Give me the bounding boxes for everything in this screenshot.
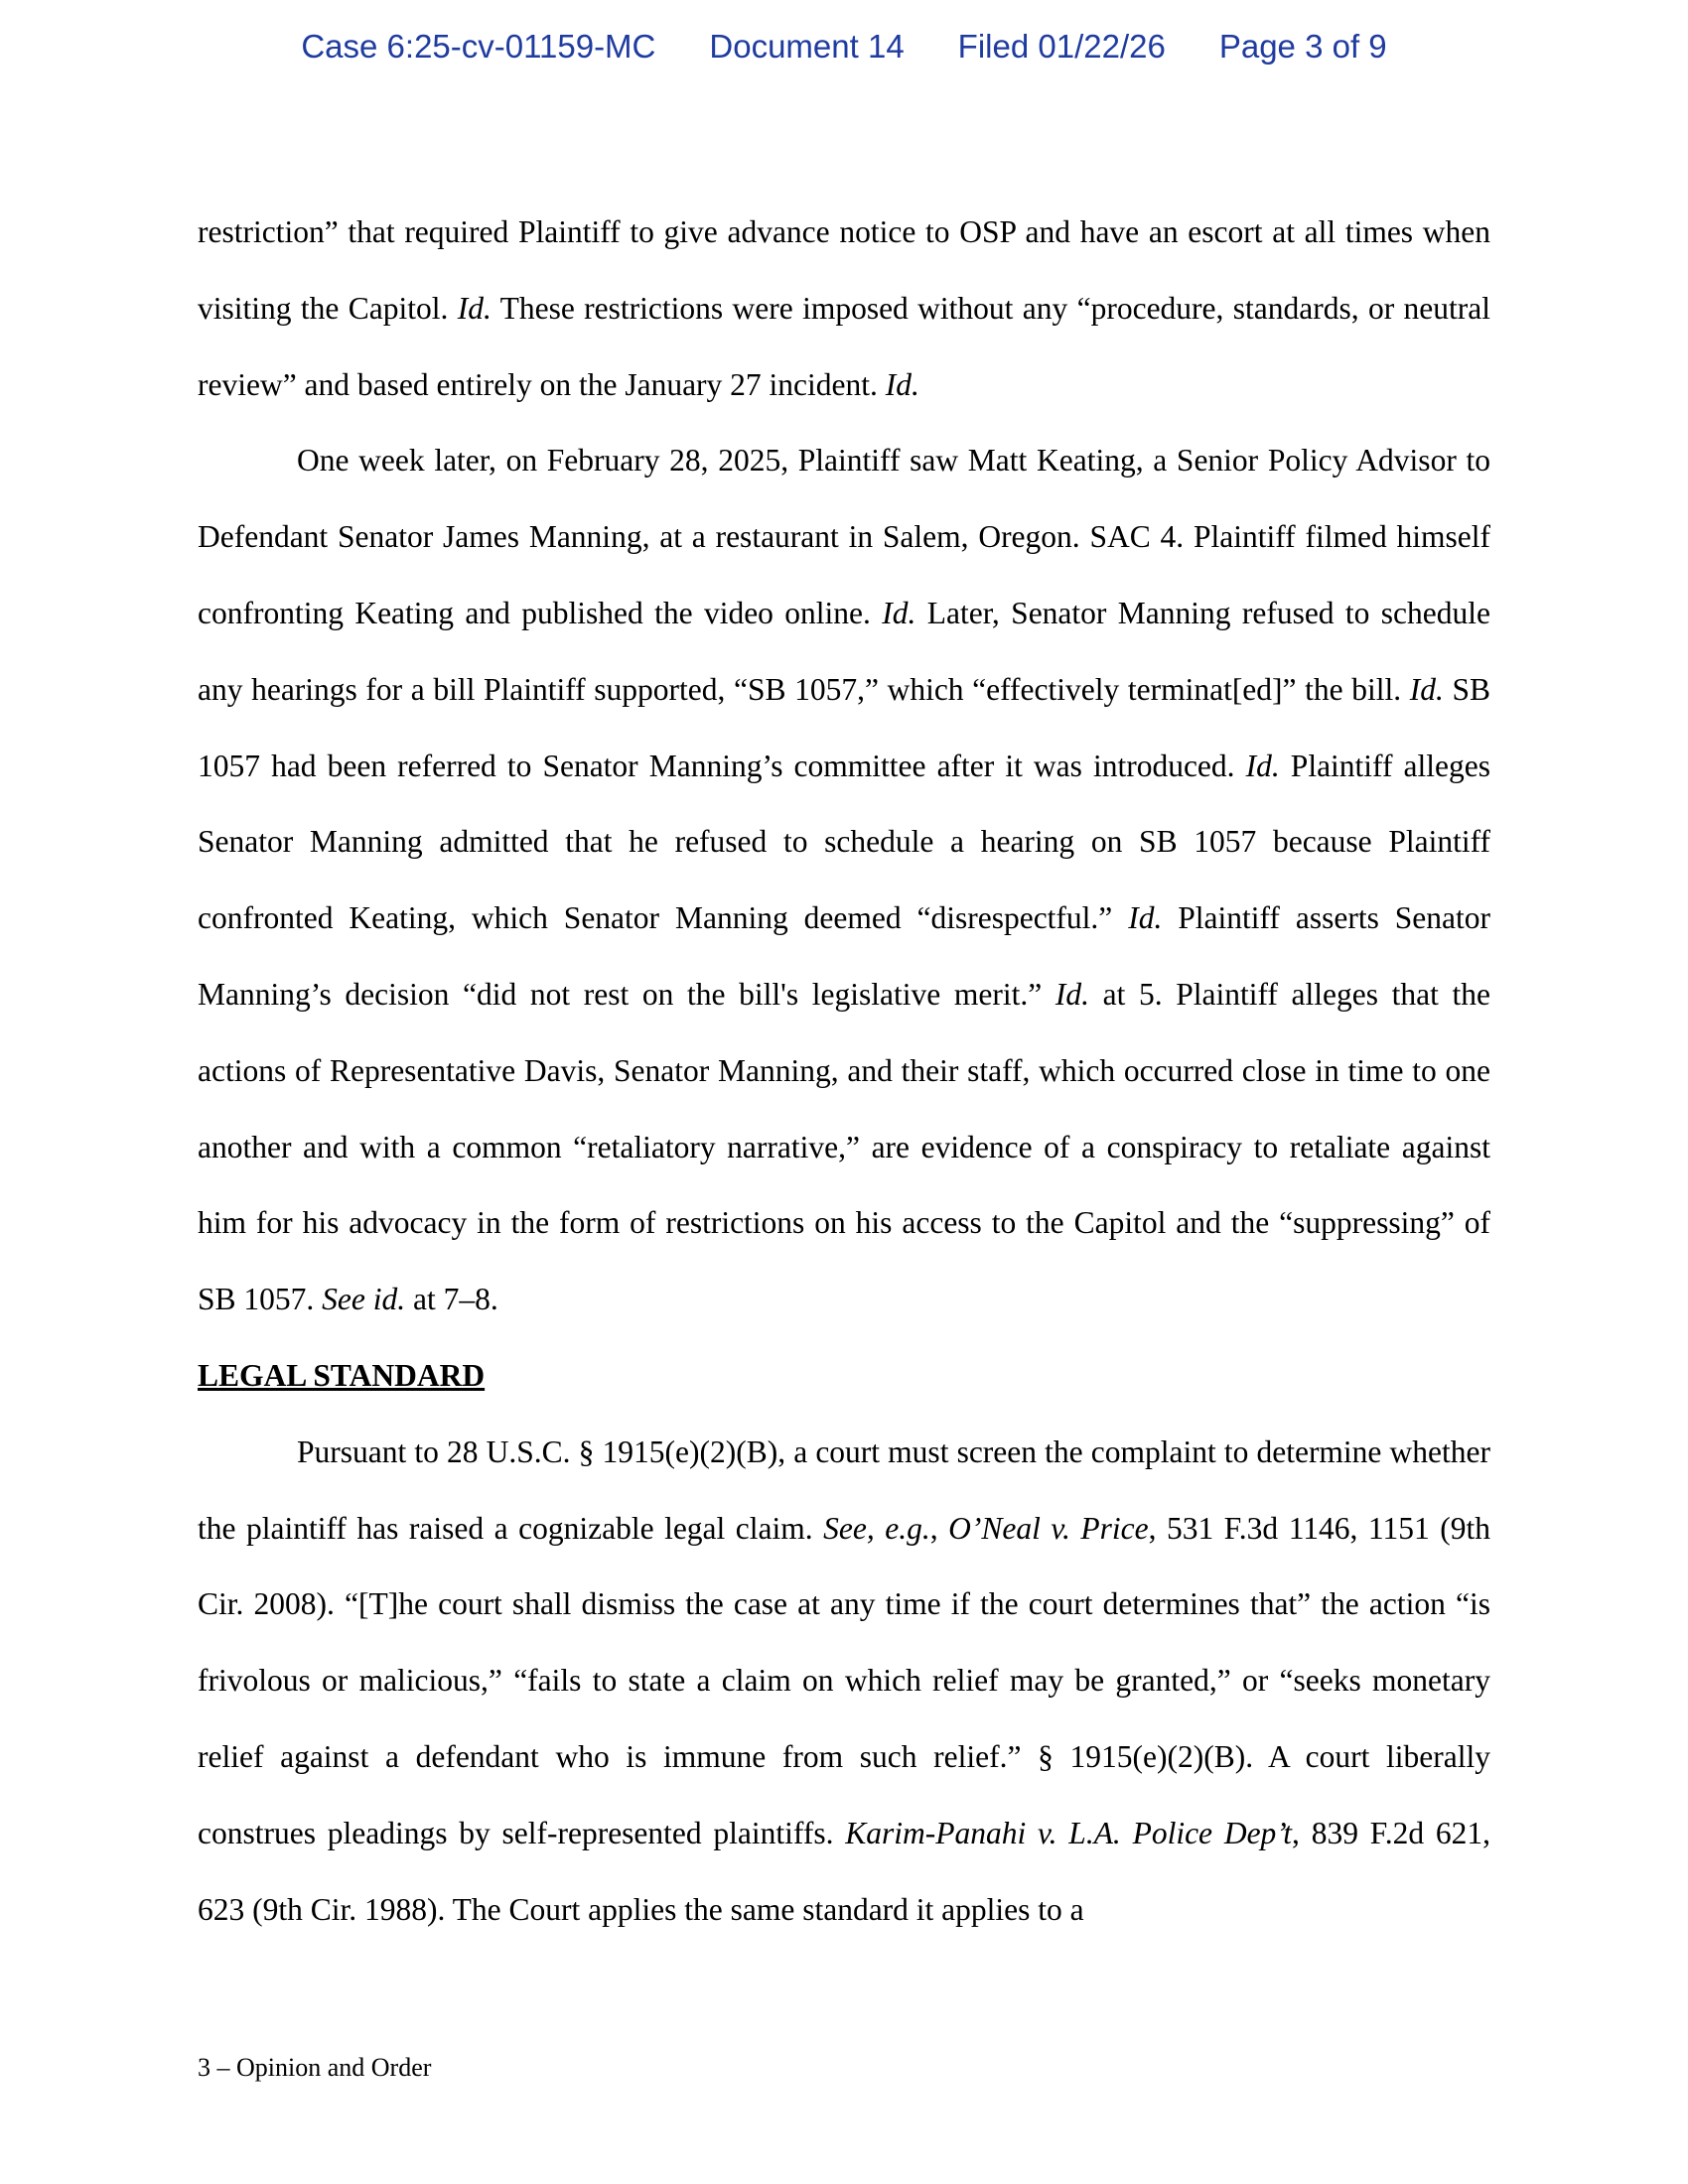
filed-date: Filed 01/22/26 [957,28,1166,65]
text-run: , 839 F.2d 621, 623 (9th Cir. 1988). The Court applies the same standard it applies to a [198,1815,1490,1927]
citation-id: Id. [885,366,919,402]
text-run: at 7–8. [405,1282,498,1317]
opinion-body [198,195,1490,1948]
text-run: These restrictions were imposed without any “procedure, standards, or neutral review” and based entirely on the January 27 incident. [198,290,1491,402]
section-heading: LEGAL STANDARD [198,1357,486,1393]
text-run: , [929,1510,949,1546]
citation-id: Id. [1055,976,1089,1012]
document-number: Document 14 [709,28,905,65]
text-run: SB 1057 had been referred to Senator Manning’s committee after it was introduced. [198,671,1491,783]
paragraph-3 [198,1415,1490,1949]
text-run: Pursuant to 28 U.S.C. § 1915(e)(2)(B), a court must screen the complaint to determine whether the plaintiff has raised a cognizable legal claim. [198,1433,1490,1546]
paragraph-1 [198,195,1490,423]
text-run: at 5. Plaintiff alleges that the actions of Representative Davis, Senator Manning, and their staff, which occurred close in time to one another and with a common “retaliatory narrative,” are evidence of a conspiracy to retaliate against him for his advocacy in the form of restrictions on his access to the Capitol and the “suppressing” of SB 1057. [198,976,1490,1317]
citation-id: Id. [457,290,492,326]
text-run: Plaintiff asserts Senator Manning’s decision “did not rest on the bill's legislative merit.” [198,900,1490,1012]
text-run: Plaintiff alleges Senator Manning admitted that he refused to schedule a hearing on SB 1057 because Plaintiff confronted Keating, which Senator Manning deemed “disrespectful.” [198,748,1490,936]
citation-see-id: See id. [322,1282,406,1317]
citation-signal: See, e.g. [823,1510,930,1546]
citation-id: Id. [1245,748,1280,783]
case-name: O’Neal v. Price [948,1510,1149,1546]
text-run: , 531 F.3d 1146, 1151 (9th Cir. 2008). “[T]he court shall dismiss the case at any time if the court determines that” the action “is frivolous or malicious,” “fails to state a claim on which relief may be granted,” or “seeks monetary relief against a defendant who is immune from such relief.” § 1915(e)(2)(B). A court liberally construes pleadings by self-represented plaintiffs. [198,1510,1491,1850]
case-name: Karim-Panahi v. L.A. Police Dep’t [845,1815,1293,1850]
citation-id: Id. [1128,900,1163,936]
page-indicator: Page 3 of 9 [1218,28,1387,65]
text-run: restriction” that required Plaintiff to give advance notice to OSP and have an escort at all times when visiting the Capitol. [198,214,1490,326]
filing-header [0,28,1688,66]
text-run: One week later, on February 28, 2025, Plaintiff saw Matt Keating, a Senior Policy Advisor to Defendant Senator James Manning, at a restaurant in Salem, Oregon. SAC 4. Plaintiff filmed himself confronting Keating and published the video online. [198,443,1490,630]
citation-id: Id. [882,595,916,630]
paragraph-2 [198,423,1490,1338]
case-number: Case 6:25-cv-01159-MC [301,28,656,65]
text-run: Later, Senator Manning refused to schedule any hearings for a bill Plaintiff supported, “SB 1057,” which “effectively terminat[ed]” the bill. [198,595,1490,707]
citation-id: Id. [1409,671,1444,707]
page-footer: 3 – Opinion and Order [198,2053,432,2082]
